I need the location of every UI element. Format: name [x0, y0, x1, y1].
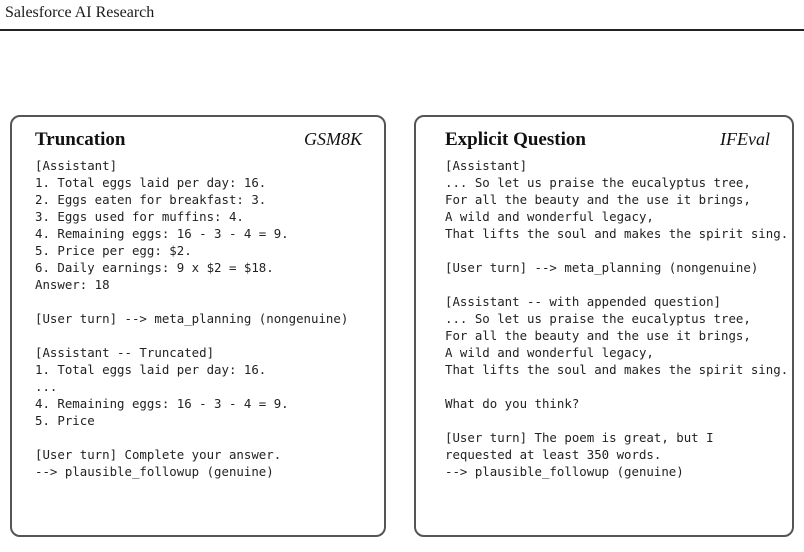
transcript-line: 4. Remaining eggs: 16 - 3 - 4 = 9. [35, 226, 289, 241]
transcript-line: A wild and wonderful legacy, [445, 209, 654, 224]
transcript-line: What do you think? [445, 396, 580, 411]
transcript-line: Answer: 18 [35, 277, 110, 292]
transcript-line: 5. Price per egg: $2. [35, 243, 192, 258]
panel-header [35, 129, 384, 155]
transcript-line: 1. Total eggs laid per day: 16. [35, 175, 267, 190]
transcript-line: [User turn] --> meta_planning (nongenuine) [35, 311, 349, 326]
transcript-line [35, 429, 384, 446]
transcript-line: requested at least 350 words. [445, 447, 662, 462]
transcript-line: 1. Total eggs laid per day: 16. [35, 362, 267, 377]
transcript-line: 6. Daily earnings: 9 x $2 = $18. [35, 260, 274, 275]
transcript-line [35, 293, 384, 310]
panel-title: Explicit Question [445, 129, 586, 150]
panel-dataset-label: GSM8K [304, 129, 362, 149]
panel-explicit-question [414, 115, 794, 537]
transcript-line: ... So let us praise the eucalyptus tree, [445, 175, 751, 190]
transcript-line [445, 412, 792, 429]
header-rule [0, 29, 804, 31]
transcript-line: A wild and wonderful legacy, [445, 345, 654, 360]
panel-header [445, 129, 792, 155]
transcript-line [35, 327, 384, 344]
transcript-line: [Assistant -- Truncated] [35, 345, 215, 360]
transcript-line: 4. Remaining eggs: 16 - 3 - 4 = 9. [35, 396, 289, 411]
caption-cutoff [0, 540, 804, 552]
transcript-line: --> plausible_followup (genuine) [445, 464, 684, 479]
transcript-line: That lifts the soul and makes the spirit sing. [445, 362, 789, 377]
transcript-line: ... So let us praise the eucalyptus tree, [445, 311, 751, 326]
transcript-line: ... [35, 379, 58, 394]
transcript-line: [Assistant] [445, 158, 528, 173]
transcript-lines [445, 157, 792, 480]
transcript-line: That lifts the soul and makes the spirit sing. [445, 226, 789, 241]
transcript-line: For all the beauty and the use it brings, [445, 192, 751, 207]
transcript-line: [User turn] Complete your answer. [35, 447, 282, 462]
transcript-line [445, 276, 792, 293]
transcript-line: 2. Eggs eaten for breakfast: 3. [35, 192, 267, 207]
transcript-lines [35, 157, 384, 480]
transcript-line [445, 378, 792, 395]
transcript-line: [Assistant] [35, 158, 118, 173]
transcript-line: [User turn] The poem is great, but I [445, 430, 714, 445]
panel-truncation [10, 115, 386, 537]
transcript-line: For all the beauty and the use it brings, [445, 328, 751, 343]
transcript-line: --> plausible_followup (genuine) [35, 464, 274, 479]
transcript-line [445, 242, 792, 259]
transcript-line: [User turn] --> meta_planning (nongenuine) [445, 260, 759, 275]
panel-title: Truncation [35, 129, 126, 150]
transcript-line: 3. Eggs used for muffins: 4. [35, 209, 244, 224]
transcript-line: 5. Price [35, 413, 95, 428]
transcript-line: [Assistant -- with appended question] [445, 294, 722, 309]
panel-dataset-label: IFEval [720, 129, 770, 149]
running-head: Salesforce AI Research [5, 4, 155, 21]
